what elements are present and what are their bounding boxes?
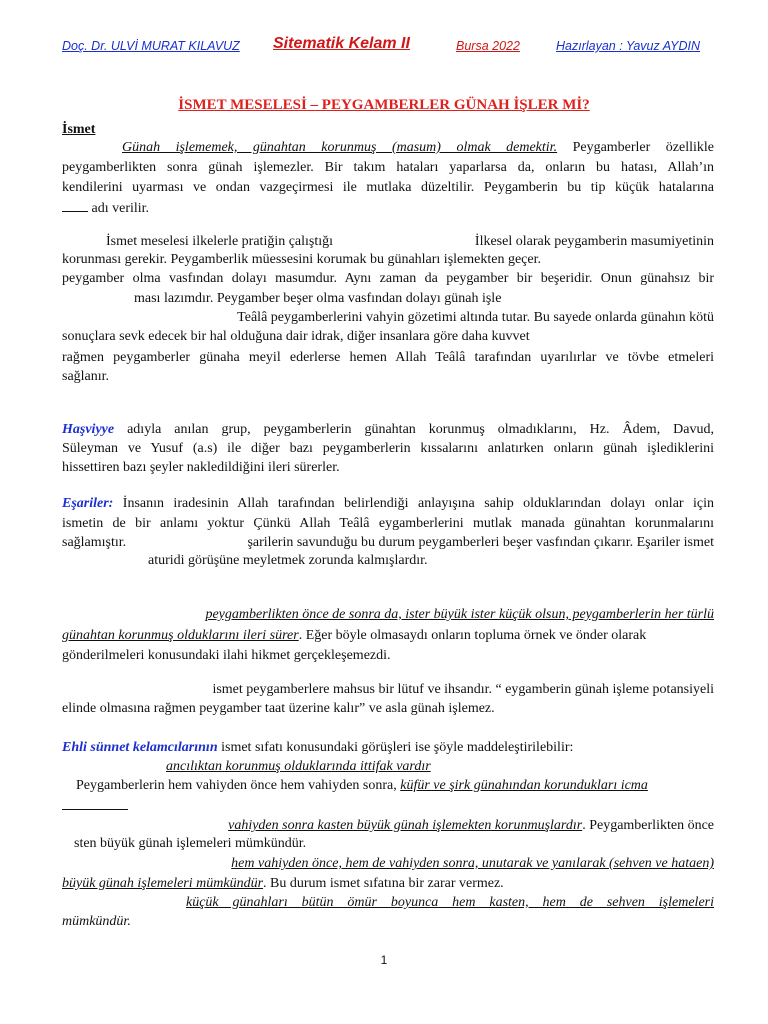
ehli-blank [62, 797, 128, 815]
ehli-item-3-rest: . Peygamberlikten önce [582, 818, 714, 833]
ehli-item-3c: sten büyük günah işlemeleri mümkündür. [74, 836, 307, 851]
ehli-item-5a: küçük günahları bütün ömür boyunca hem kasten, hem de sehven işlemeleri [186, 895, 714, 910]
hasviyye-line-3: hissettiren bazı şeyler nakledildiğini ileri sürerler. [62, 460, 340, 475]
esariler-line-4: aturidi görüşüne meyletmek zorunda kalmışlardır. [148, 553, 428, 568]
p5-line-3: gönderilmeleri konusundaki ilahi hikmet gerçekleşemezdi. [62, 648, 391, 663]
hasviyye-line-1 [62, 422, 714, 438]
p2-line-1a: İsmet meselesi ilkelerle pratiğin çalıştığı [106, 234, 334, 249]
ehli-item-4b [62, 876, 504, 892]
ehli-line-1 [62, 740, 573, 756]
ehli-item-2-text: Peygamberlerin hem vahiyden önce hem vahiyden sonra, [76, 778, 397, 793]
ehli-item-2 [76, 778, 714, 794]
ehli-name: Ehli sünnet kelamcılarının [62, 740, 218, 755]
p2-line-5: Teâlâ peygamberlerini vahyin gözetimi altında tutar. Bu sayede onlarda günahın kötü [237, 310, 714, 325]
ehli-item-5b: mümkündür. [62, 914, 131, 929]
ehli-item-3-underlined: vahiyden sonra kasten büyük günah işlemekten korunmuşlardır [228, 818, 583, 833]
hasviyye-line-1-text: adıyla anılan grup, peygamberlerin günahtan korunmuş olmadıklarını, Hz. Âdem, Davud, [127, 422, 714, 437]
esariler-line-3a: sağlamıştır. [62, 535, 127, 550]
page-number: 1 [380, 953, 388, 967]
hasviyye-name: Haşviyye [62, 422, 115, 437]
blank-line [62, 797, 128, 810]
p6-line-1: ismet peygamberlere mahsus bir lütuf ve ihsandır. “ eygamberin günah işleme potansiyeli [212, 682, 714, 697]
ehli-item-4a: hem vahiyden önce, hem de vahiyden sonra, unutarak ve yanılarak (sehven ve hataen) [231, 856, 714, 871]
page-header [0, 36, 768, 56]
p5-line-2-underlined: günahtan korunmuş olduklarını ileri sürer [62, 628, 299, 643]
p2-line-7: rağmen peygamberler günaha meyil ederlerse hemen Allah Teâlâ tarafından uyarılırlar ve tövbe etmeleri [62, 350, 714, 365]
page-title: İSMET MESELESİ – PEYGAMBERLER GÜNAH İŞLER Mİ? [178, 97, 590, 113]
header-author: Doç. Dr. ULVİ MURAT KILAVUZ [62, 39, 240, 53]
ismet-line-4 [62, 199, 149, 217]
p2-line-6: sonuçlara sevk edecek bir hal olduğuna dair idrak, diğer insanlara göre daha kuvvet [62, 329, 530, 344]
ismet-line-1-rest: Peygamberler özellikle [572, 140, 714, 155]
p2-line-4: ması lazımdır. Peygamber beşer olma vasfından dolayı günah işle [134, 291, 502, 306]
esariler-line-2: ismetin de bir anlamı yoktur Çünkü Allah Teâlâ eygamberlerini mutlak manada günahtan korunmalarını [62, 516, 714, 531]
ismet-line-1 [62, 140, 714, 156]
ismet-heading: İsmet [62, 122, 96, 137]
ismet-line-3: kendilerini uyarması ve ondan vazgeçirmesi ile mutlaka düzeltilir. Peygamberin bu tip küçük hatalarına [62, 180, 714, 195]
p5-line-2 [62, 628, 646, 644]
ehli-item-2-underlined: küfür ve şirk günahından korundukları icma [400, 778, 648, 793]
esariler-line-1-text: İnsanın iradesinin Allah tarafından belirlendiği anlayışına sahip olduklarından dolayı onlar için [122, 496, 714, 511]
p5-line-2-rest: . Eğer böyle olmasaydı onların topluma örnek ve önder olarak [298, 628, 647, 643]
hasviyye-line-2: Süleyman ve Yusuf (a.s) ile diğer bazı peygamberlerin kıssalarını anlatırken onların günah işlediklerini [62, 441, 714, 456]
ehli-item-3 [166, 818, 714, 834]
esariler-line-1 [62, 496, 714, 512]
blank-line [62, 199, 88, 212]
header-place: Bursa 2022 [456, 39, 520, 53]
esariler-line-3b: şarilerin savunduğu bu durum peygamberleri beşer vasfından çıkarır. Eşariler ismet [247, 535, 714, 550]
ismet-definition: Günah işlememek, günahtan korunmuş (masum) olmak demektir. [122, 140, 558, 155]
header-course: Sitematik Kelam II [273, 35, 410, 52]
ismet-line-4-text: adı verilir. [91, 201, 150, 216]
ehli-item-1: ancılıktan korunmuş olduklarında ittifak vardır [166, 759, 431, 774]
p2-line-1b: İlkesel olarak peygamberin masumiyetinin [474, 234, 714, 249]
p5-line-1: peygamberlikten önce de sonra da, ister büyük ister küçük olsun, peygamberlerin her türlü [205, 607, 714, 622]
p2-line-8: sağlanır. [62, 369, 110, 384]
ehli-item-4-rest: . Bu durum ismet sıfatına bir zarar vermez. [263, 876, 504, 891]
p2-line-2: korunması gerekir. Peygamberlik müessesini korumak bu günahları işlemekten geçer. [62, 252, 541, 267]
esariler-name: Eşariler: [62, 496, 114, 511]
p6-line-2: elinde olmasına rağmen peygamber taat üzerine kalır” ve asla günah işlemez. [62, 701, 495, 716]
ismet-line-2: peygamberlikten sonra günah işlemezler. Bir takım hataları yaparlarsa da, onların bu hatası, Allah’ın [62, 160, 714, 175]
ehli-line-1-rest: ismet sıfatı konusundaki görüşleri ise şöyle maddeleştirilebilir: [221, 740, 574, 755]
ehli-item-4-underlined: büyük günah işlemeleri mümkündür [62, 876, 264, 891]
p2-line-3: peygamber olma vasfından dolayı masumdur. Aynı zaman da peygamber bir beşeridir. Onun günahsız bir [62, 271, 714, 286]
header-preparer: Hazırlayan : Yavuz AYDIN [556, 39, 701, 53]
